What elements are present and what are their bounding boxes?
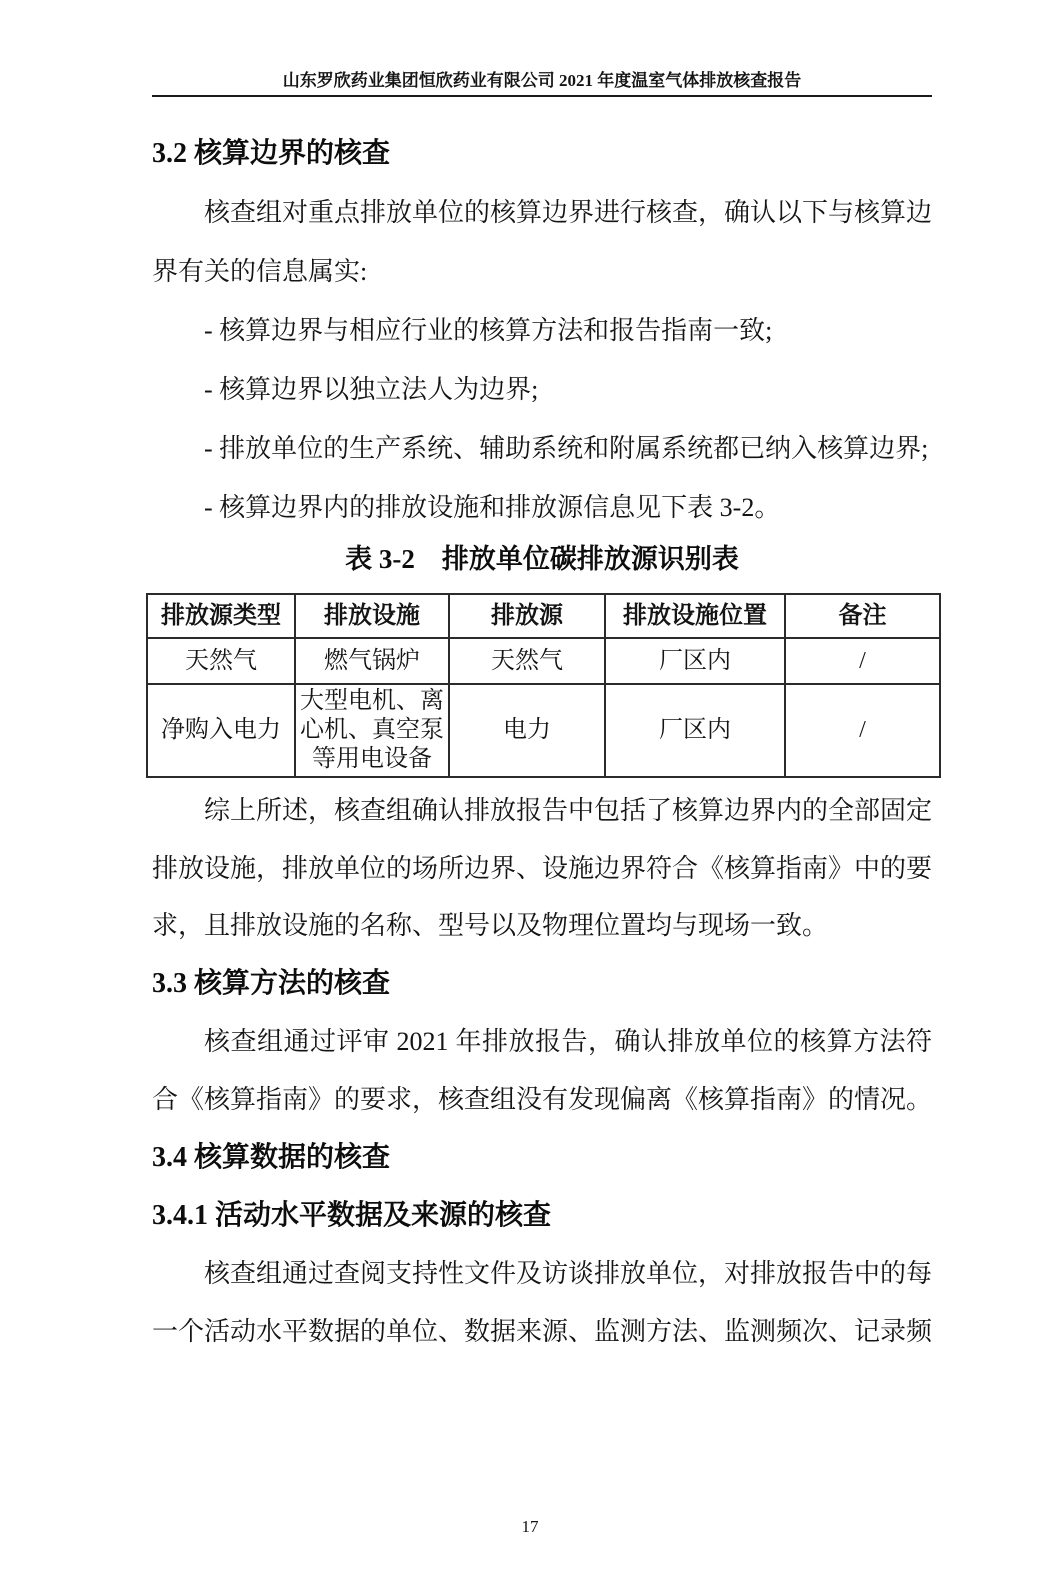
table-cell: 大型电机、离心机、真空泵等用电设备 <box>295 684 449 777</box>
table-cell: 天然气 <box>449 638 605 684</box>
table-row <box>147 638 940 684</box>
paragraph-intro-3-2: 核查组对重点排放单位的核算边界进行核查，确认以下与核算边界有关的信息属实: <box>152 198 933 286</box>
section-heading-3-3: 3.3 核算方法的核查 <box>152 967 391 999</box>
header-title: 山东罗欣药业集团恒欣药业有限公司 2021 年度温室气体排放核查报告 <box>282 71 802 90</box>
paragraph-3-3: 核查组通过评审 2021 年排放报告，确认排放单位的核算方法符合《核算指南》的要求，核查组没有发现偏离《核算指南》的情况。 <box>152 1026 933 1114</box>
emission-table-body <box>147 638 940 777</box>
section-heading-3-4: 3.4 核算数据的核查 <box>152 1141 391 1173</box>
table-cell: 燃气锅炉 <box>295 638 449 684</box>
table-cell: / <box>785 638 940 684</box>
table-header-cell: 排放设施位置 <box>605 594 785 638</box>
table-cell: 厂区内 <box>605 684 785 777</box>
bullet-item-1: - 核算边界与相应行业的核算方法和报告指南一致; <box>204 316 773 345</box>
table-cell: 电力 <box>449 684 605 777</box>
section-heading-3-2: 3.2 核算边界的核查 <box>152 138 391 169</box>
table-row <box>147 684 940 777</box>
emission-source-table <box>146 593 941 778</box>
page-content <box>0 70 1060 1361</box>
page-header <box>152 70 932 97</box>
bullet-item-4: - 核算边界内的排放设施和排放源信息见下表 3-2。 <box>204 493 781 522</box>
table-header-cell: 备注 <box>785 594 940 638</box>
table-caption: 表 3-2 排放单位碳排放源识别表 <box>345 544 739 574</box>
bullet-item-3: - 排放单位的生产系统、辅助系统和附属系统都已纳入核算边界; <box>204 434 929 463</box>
paragraph-3-4-1: 核查组通过查阅支持性文件及访谈排放单位，对排放报告中的每一个活动水平数据的单位、数据来源、监测方法、监测频次、记录频 <box>152 1258 933 1346</box>
table-cell: 净购入电力 <box>147 684 295 777</box>
table-header-cell: 排放源 <box>449 594 605 638</box>
document-page <box>0 70 1060 1588</box>
section-heading-3-4-1: 3.4.1 活动水平数据及来源的核查 <box>152 1199 552 1231</box>
table-cell: 厂区内 <box>605 638 785 684</box>
table-header-row <box>147 594 940 638</box>
page-number: 17 <box>521 1517 539 1536</box>
paragraph-summary-3-2: 综上所述，核查组确认排放报告中包括了核算边界内的全部固定排放设施，排放单位的场所边界、设施边界符合《核算指南》中的要求，且排放设施的名称、型号以及物理位置均与现场一致。 <box>152 796 933 940</box>
table-header-cell: 排放设施 <box>295 594 449 638</box>
table-header-cell: 排放源类型 <box>147 594 295 638</box>
table-cell: / <box>785 684 940 777</box>
table-cell: 天然气 <box>147 638 295 684</box>
bullet-item-2: - 核算边界以独立法人为边界; <box>204 375 539 404</box>
